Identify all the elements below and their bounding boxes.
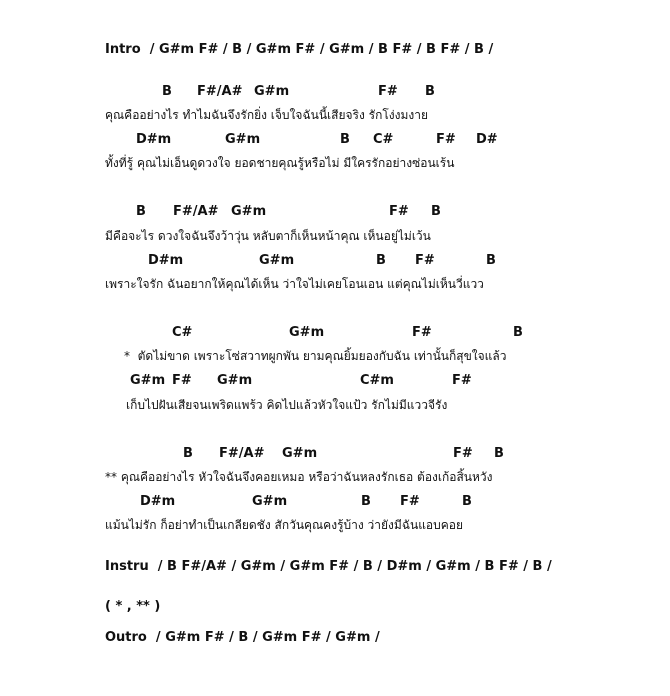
lyric-line: เก็บไปฝันเสียจนเพริดแพร้ว คิดไปแล้วหัวใจแป้ว รักไม่มีแววจีรัง: [126, 398, 448, 412]
repeat-line: ( * , ** ): [105, 599, 161, 614]
chord: B: [425, 84, 435, 99]
chord: G#m: [289, 325, 325, 340]
chord: B: [494, 446, 504, 461]
chord: F#: [412, 325, 432, 340]
chord: C#m: [360, 373, 394, 388]
chord: D#m: [136, 132, 172, 147]
chord: B: [431, 204, 441, 219]
chord: G#m: [231, 204, 267, 219]
chord: F#: [172, 373, 192, 388]
instru-line: Instru / B F#/A# / G#m / G#m F# / B / D#m / G#m / B F# / B /: [105, 559, 552, 574]
chord: B: [486, 253, 496, 268]
chord: G#m: [130, 373, 166, 388]
outro-line: Outro / G#m F# / B / G#m F# / G#m /: [105, 630, 380, 645]
chord: D#m: [148, 253, 184, 268]
lyric-line: * ตัดไม่ขาด เพราะโซ่สวาทผูกพัน ยามคุณยิ้มยองกับฉัน เท่านั้นก็สุขใจแล้ว: [124, 349, 507, 363]
chord: D#: [476, 132, 498, 147]
intro-line: Intro / G#m F# / B / G#m F# / G#m / B F# / B F# / B /: [105, 42, 494, 57]
chord: F#: [389, 204, 409, 219]
chord: F#: [378, 84, 398, 99]
chord: G#m: [254, 84, 290, 99]
chord: C#: [373, 132, 394, 147]
chord: G#m: [217, 373, 253, 388]
chord: F#: [453, 446, 473, 461]
chord: F#: [415, 253, 435, 268]
chord: F#: [452, 373, 472, 388]
chord: B: [136, 204, 146, 219]
chord: G#m: [259, 253, 295, 268]
lyric-line: เพราะใจรัก ฉันอยากให้คุณได้เห็น ว่าใจไม่เคยโอนเอน แต่คุณไม่เห็นวี่แวว: [105, 277, 484, 291]
chord: B: [513, 325, 523, 340]
chord: G#m: [252, 494, 288, 509]
chord: F#/A#: [173, 204, 219, 219]
lyric-line: ทั้งที่รู้ คุณไม่เอ็นดูดวงใจ ยอดชายคุณรู้หรือไม่ มีใครรักอย่างซ่อนเร้น: [105, 156, 455, 170]
chord: G#m: [282, 446, 318, 461]
chord: F#/A#: [219, 446, 265, 461]
chord: G#m: [225, 132, 261, 147]
chord: B: [183, 446, 193, 461]
chord: F#: [436, 132, 456, 147]
chord: B: [162, 84, 172, 99]
lyric-line: แม้นไม่รัก ก็อย่าทำเป็นเกลียดชัง สักวันคุณคงรู้บ้าง ว่ายังมีฉันแอบคอย: [105, 518, 464, 532]
lyric-line: มีคือจะไร ดวงใจฉันจึงว้าวุ่น หลับตาก็เห็นหน้าคุณ เห็นอยู่ไม่เว้น: [105, 229, 431, 243]
chord: F#: [400, 494, 420, 509]
chord: B: [376, 253, 386, 268]
chord: F#/A#: [197, 84, 243, 99]
chord: C#: [172, 325, 193, 340]
chord: B: [462, 494, 472, 509]
chord: B: [361, 494, 371, 509]
lyric-line: คุณคืออย่างไร ทำไมฉันจึงรักยิ่ง เจ็บใจฉันนี้เสียจริง รักโง่งมงาย: [105, 108, 429, 122]
lyric-line: ** คุณคืออย่างไร หัวใจฉันจึงคอยเหมอ หรือว่าฉันหลงรักเธอ ต้องเก้อสิ้นหวัง: [105, 470, 493, 484]
chord: D#m: [140, 494, 176, 509]
chord: B: [340, 132, 350, 147]
